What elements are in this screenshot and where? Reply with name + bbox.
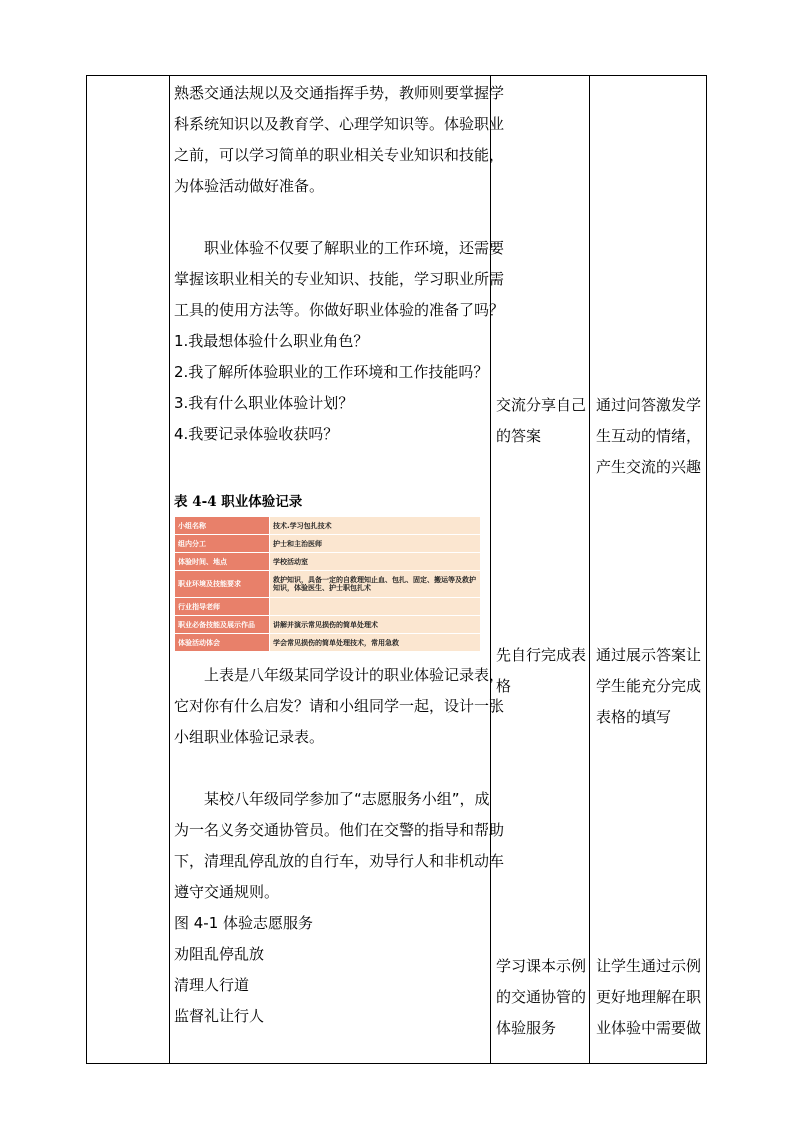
figure-item: 监督礼让行人 — [174, 1007, 265, 1025]
record-value: 救护知识，具备一定的自救理知止血、包扎、固定、搬运等及救护知识，体验医生、护士职包扎术 — [270, 571, 481, 598]
figure-caption: 图 4-1 体验志愿服务 — [174, 914, 314, 932]
student-activity-line: 先自行完成表 — [496, 646, 587, 664]
table-row — [175, 517, 481, 535]
after-table-line: 小组职业体验记录表。 — [174, 728, 325, 746]
purpose-line: 表格的填写 — [596, 708, 672, 726]
student-activity-1 — [496, 390, 586, 452]
student-activity-line: 格 — [496, 677, 512, 695]
record-key: 体验活动体会 — [175, 634, 270, 652]
record-value: 技术.学习包扎技术 — [270, 517, 481, 535]
purpose-line: 更好地理解在职 — [596, 988, 702, 1006]
prep-line: 掌握该职业相关的专业知识、技能，学习职业所需 — [174, 270, 505, 288]
student-activity-line: 的交通协管的 — [496, 988, 587, 1006]
student-activity-2 — [496, 640, 586, 702]
column-divider-3 — [589, 76, 590, 1063]
question-item: 4.我要记录体验收获吗？ — [174, 425, 339, 443]
table-row — [175, 634, 481, 652]
volunteer-line: 为一名义务交通协管员。他们在交警的指导和帮助 — [174, 821, 505, 839]
record-key: 组内分工 — [175, 535, 270, 553]
purpose-line: 生互动的情绪， — [596, 427, 702, 445]
design-purpose-2 — [596, 640, 701, 733]
design-purpose-1 — [596, 390, 701, 483]
record-value: 护士和主治医师 — [270, 535, 481, 553]
purpose-line: 学生能充分完成 — [596, 677, 702, 695]
volunteer-line: 遵守交通规则。 — [174, 883, 280, 901]
table-row — [175, 616, 481, 634]
after-table-line: 上表是八年级某同学设计的职业体验记录表， — [204, 666, 505, 684]
purpose-line: 通过展示答案让 — [596, 646, 702, 664]
purpose-line: 产生交流的兴趣 — [596, 458, 702, 476]
purpose-line: 业体验中需要做 — [596, 1019, 702, 1037]
student-activity-3 — [496, 951, 586, 1044]
volunteer-line: 下，清理乱停乱放的自行车，劝导行人和非机动车 — [174, 852, 505, 870]
record-key: 行业指导老师 — [175, 598, 270, 616]
intro-line: 熟悉交通法规以及交通指挥手势，教师则要掌握学 — [174, 84, 505, 102]
experience-record-table — [174, 516, 481, 652]
volunteer-line: 某校八年级同学参加了“志愿服务小组”，成 — [204, 790, 490, 808]
intro-line: 为体验活动做好准备。 — [174, 177, 325, 195]
column-divider-1 — [169, 76, 170, 1063]
intro-line: 之前，可以学习简单的职业相关专业知识和技能， — [174, 146, 505, 164]
student-activity-line: 交流分享自己 — [496, 396, 587, 414]
design-purpose-3 — [596, 951, 701, 1044]
record-value: 学校活动室 — [270, 553, 481, 571]
student-activity-line: 的答案 — [496, 427, 542, 445]
student-activity-line: 体验服务 — [496, 1019, 557, 1037]
question-item: 3.我有什么职业体验计划？ — [174, 394, 354, 412]
table-row — [175, 598, 481, 616]
table-row — [175, 535, 481, 553]
purpose-line: 通过问答激发学 — [596, 396, 702, 414]
figure-item: 清理人行道 — [174, 976, 250, 994]
main-content-top — [174, 78, 505, 450]
question-item: 1.我最想体验什么职业角色？ — [174, 332, 369, 350]
column-divider-2 — [490, 76, 491, 1063]
table-row — [175, 571, 481, 598]
prep-line: 工具的使用方法等。你做好职业体验的准备了吗？ — [174, 301, 505, 319]
record-key: 职业环境及技能要求 — [175, 571, 270, 598]
record-key: 小组名称 — [175, 517, 270, 535]
record-value: 讲解并演示常见损伤的简单处理术 — [270, 616, 481, 634]
intro-line: 科系统知识以及教育学、心理学知识等。体验职业 — [174, 115, 505, 133]
table-caption: 表 4-4 职业体验记录 — [174, 494, 303, 510]
prep-line: 职业体验不仅要了解职业的工作环境，还需要 — [204, 239, 505, 257]
table-row — [175, 553, 481, 571]
record-key: 职业必备技能及展示作品 — [175, 616, 270, 634]
record-value: 学会常见损伤的简单处理技术，常用急救 — [270, 634, 481, 652]
volunteer-paragraph — [174, 784, 505, 1032]
record-value — [270, 598, 481, 616]
after-table-paragraph — [174, 660, 505, 753]
figure-item: 劝阻乱停乱放 — [174, 945, 265, 963]
question-item: 2.我了解所体验职业的工作环境和工作技能吗？ — [174, 363, 489, 381]
purpose-line: 让学生通过示例 — [596, 957, 702, 975]
student-activity-line: 学习课本示例 — [496, 957, 587, 975]
record-key: 体验时间、地点 — [175, 553, 270, 571]
after-table-line: 它对你有什么启发？请和小组同学一起，设计一张 — [174, 697, 505, 715]
